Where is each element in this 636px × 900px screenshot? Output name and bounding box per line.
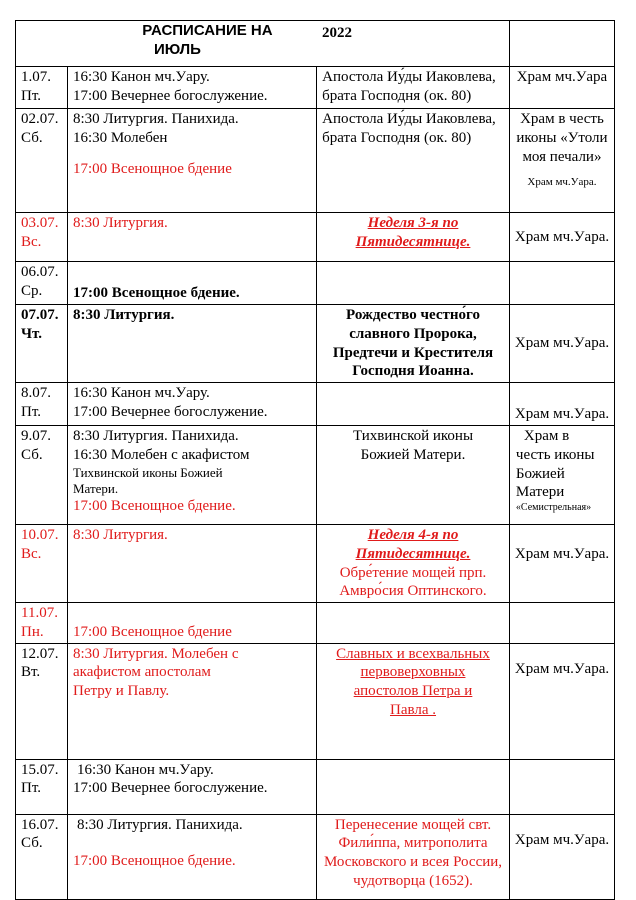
weekday: Пт. [21, 780, 42, 797]
table-row [16, 603, 615, 644]
services-cell [67, 525, 316, 603]
place-line: Храм в [523, 428, 570, 444]
service-line: 16:30 Канон мч.Уару. [76, 761, 214, 778]
feast-line: Обре́тение мощей прп. [339, 564, 487, 581]
place-cell [509, 383, 614, 426]
place-line: моя печали» [522, 148, 602, 165]
feast-cell [317, 643, 510, 759]
feast-line: Павла . [389, 701, 437, 718]
date-cell [16, 426, 68, 525]
date: 06.07. [21, 264, 59, 280]
feast-line: Тихвинской иконы [352, 428, 474, 444]
place-line: Храм мч.Уара. [514, 660, 610, 677]
feast-cell [317, 814, 510, 899]
date: 15.07. [21, 761, 59, 778]
place-line: иконы «Утоли [516, 129, 608, 146]
weekday: Пт. [21, 87, 42, 104]
feast-line: Неделя 3-я по [367, 215, 459, 231]
table-row [16, 426, 615, 525]
services-cell [67, 213, 316, 262]
service-line: 17:00 Вечернее богослужение. [72, 87, 268, 104]
schedule-table [15, 20, 615, 900]
services-cell [67, 643, 316, 759]
place-line: Храм мч.Уара. [527, 176, 597, 189]
service-line: Петру и Павлу. [72, 683, 170, 699]
place-cell [509, 109, 614, 213]
service-line: 8:30 Литургия. [72, 307, 175, 323]
feast-cell [317, 213, 510, 262]
service-line: 8:30 Литургия. Панихида. [72, 428, 239, 444]
date-cell [16, 603, 68, 644]
feast-line: Амвро́сия Оптинского. [339, 583, 487, 600]
weekday: Ср. [21, 282, 43, 299]
place-cell [509, 213, 614, 262]
place-cell [509, 67, 614, 109]
feast-line: Московского и всея России, [323, 854, 503, 870]
place-cell [509, 759, 614, 814]
date: 16.07. [21, 816, 59, 833]
header-year: 2022 [322, 25, 352, 41]
weekday: Сб. [21, 129, 43, 146]
service-line: 17:00 Всенощное бдение. [72, 498, 236, 514]
date-cell [16, 525, 68, 603]
table-row [16, 213, 615, 262]
place-line: Храм мч.Уара. [514, 831, 610, 848]
weekday: Сб. [21, 446, 43, 463]
place-line: Храм мч.Уара. [514, 228, 610, 245]
date-cell [16, 67, 68, 109]
weekday: Пт. [21, 403, 42, 420]
feast-line: апостолов Петра и [353, 683, 473, 699]
feast-line: Апостола Иу́ды Иаковлева, [322, 69, 496, 85]
feast-line: Фили́ппа, митрополита [338, 835, 488, 852]
header-empty-cell [509, 21, 614, 67]
feast-line: чудотворца (1652). [353, 872, 473, 889]
place-cell [509, 814, 614, 899]
feast-cell [317, 67, 510, 109]
date: 07.07. [21, 307, 59, 323]
date-cell [16, 305, 68, 383]
table-row [16, 67, 615, 109]
services-cell [67, 814, 316, 899]
services-cell [67, 759, 316, 814]
service-line: 16:30 Канон мч.Уару. [72, 69, 210, 85]
service-line: 8:30 Литургия. [72, 215, 168, 231]
service-line: 8:30 Литургия. [72, 527, 168, 543]
place-line: Храм мч.Уара. [514, 335, 610, 352]
place-cell [509, 262, 614, 305]
feast-line: Перенесение мощей свт. [334, 816, 492, 833]
service-line: 8:30 Литургия. Молебен с [72, 645, 239, 662]
service-line: 17:00 Всенощное бдение. [72, 285, 240, 302]
table-row [16, 383, 615, 426]
feast-line: брата Господня (ок. 80) [322, 129, 472, 146]
feast-line: первоверховных [360, 664, 466, 681]
place-line: Храм в честь [520, 111, 604, 127]
date-cell [16, 759, 68, 814]
place-cell [509, 643, 614, 759]
weekday: Чт. [21, 325, 42, 342]
feast-line: Апостола Иу́ды Иаковлева, [322, 111, 496, 127]
table-row [16, 305, 615, 383]
place-line: Храм мч.Уара [516, 69, 608, 85]
date: 02.07. [21, 111, 59, 127]
table-row [16, 525, 615, 603]
place-cell [509, 525, 614, 603]
feast-cell [317, 109, 510, 213]
feast-line: славного Пророка, [349, 325, 477, 342]
feast-line: Предтечи и Крестителя [332, 344, 494, 361]
service-line: 17:00 Всенощное бдение. [72, 853, 236, 870]
weekday: Вс. [21, 233, 42, 250]
page-title [16, 21, 510, 67]
place-line: честь иконы [515, 446, 595, 463]
service-line: 16:30 Канон мч.Уару. [72, 385, 210, 401]
date: 9.07. [21, 428, 51, 444]
feast-cell [317, 759, 510, 814]
date: 11.07. [21, 605, 58, 621]
services-cell [67, 262, 316, 305]
table-row [16, 109, 615, 213]
service-line: 17:00 Всенощное бдение [72, 623, 232, 640]
feast-line: Славных и всехвальных [336, 645, 490, 662]
service-line: 17:00 Всенощное бдение [72, 160, 232, 177]
feast-cell [317, 426, 510, 525]
place-cell [509, 603, 614, 644]
date-cell [16, 643, 68, 759]
date: 12.07. [21, 645, 59, 662]
date-cell [16, 262, 68, 305]
date: 03.07. [21, 215, 59, 231]
weekday: Пн. [21, 623, 44, 640]
place-line: Храм мч.Уара. [514, 546, 610, 562]
weekday: Вт. [21, 664, 41, 681]
service-line: Тихвинской иконы Божией [72, 464, 223, 480]
feast-cell [317, 262, 510, 305]
service-line: акафистом апостолам [72, 664, 211, 681]
date: 10.07. [21, 527, 59, 543]
service-line: 17:00 Вечернее богослужение. [72, 403, 268, 420]
service-line: 16:30 Молебен с акафистом [72, 446, 250, 463]
services-cell [67, 109, 316, 213]
service-line: 8:30 Литургия. Панихида. [76, 816, 243, 833]
place-line: Божией [515, 465, 565, 482]
place-cell [509, 305, 614, 383]
date: 8.07. [21, 385, 51, 401]
date-cell [16, 213, 68, 262]
feast-line: Божией Матери. [360, 446, 466, 463]
feast-cell [317, 603, 510, 644]
title-line-1: РАСПИСАНИЕ НА [142, 22, 273, 39]
date-cell [16, 814, 68, 899]
feast-cell [317, 383, 510, 426]
table-row [16, 759, 615, 814]
service-line: 17:00 Вечернее богослужение. [72, 780, 268, 797]
feast-line: Рождество честно́го [346, 307, 480, 323]
service-line: 8:30 Литургия. Панихида. [72, 111, 239, 127]
services-cell [67, 603, 316, 644]
place-line: «Семистрельная» [515, 502, 592, 513]
table-row [16, 814, 615, 899]
date: 1.07. [21, 69, 51, 85]
title-line-2: ИЮЛЬ [153, 40, 201, 58]
services-cell [67, 383, 316, 426]
feast-cell [317, 305, 510, 383]
feast-line: Неделя 4-я по [367, 527, 459, 543]
place-line: Матери [515, 484, 565, 501]
service-line: Матери. [72, 480, 119, 496]
services-cell [67, 305, 316, 383]
header-row [16, 21, 615, 67]
date-cell [16, 109, 68, 213]
weekday: Вс. [21, 545, 42, 562]
services-cell [67, 426, 316, 525]
feast-line: Пятидесятнице. [355, 233, 471, 250]
feast-cell [317, 525, 510, 603]
place-cell [509, 426, 614, 525]
table-row [16, 643, 615, 759]
place-line: Храм мч.Уара. [514, 406, 610, 423]
feast-line: Господня Иоанна. [352, 363, 474, 380]
services-cell [67, 67, 316, 109]
feast-line: брата Господня (ок. 80) [322, 87, 472, 104]
date-cell [16, 383, 68, 426]
feast-line: Пятидесятнице. [355, 545, 471, 562]
weekday: Сб. [21, 835, 43, 852]
service-line: 16:30 Молебен [72, 129, 168, 146]
table-row [16, 262, 615, 305]
